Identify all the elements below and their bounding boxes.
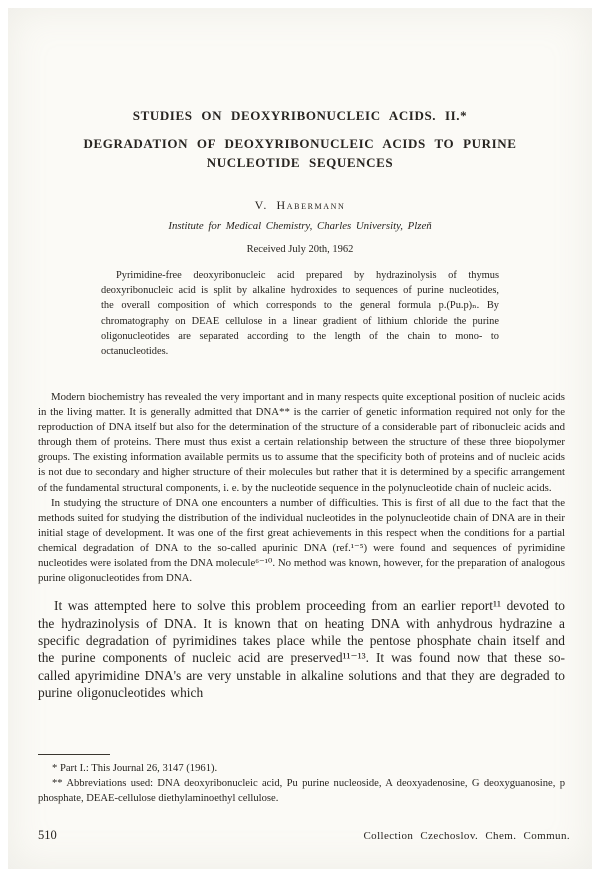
footnotes-section [38,754,565,806]
author-name: V. Habermann [254,198,346,212]
article-title-line-1: STUDIES ON DEOXYRIBONUCLEIC ACIDS. II.* [132,108,468,123]
article-title-line-2: DEGRADATION OF DEOXYRIBONUCLEIC ACIDS TO PURINE NUCLEOTIDE SEQUENCES [83,136,517,170]
footnote-2: ** Abbreviations used: DNA deoxyribonucleic acid, Pu purine nucleoside, A deoxyadenosine, G deoxyguanosine, p phosphate, DEAE-cellulose diethylaminoethyl cellulose. [38,778,565,804]
journal-name: Collection Czechoslov. Chem. Commun. [363,830,570,842]
body-paragraph-3: It was attempted here to solve this problem proceeding from an earlier report¹¹ devoted to the hydrazinolysis of DNA. It is known that on heating DNA with anhydrous hydrazine a specific degradation of pyrimidines takes place while the pentose phosphate chain itself and the purine components of nucleic acid are preserved¹¹⁻¹³. It was found now that these so-called apyrimidine DNA's are very unstable in alkaline solutions and that they are degraded to purine oligonucleotides which [38,598,565,701]
body-paragraph-1: Modern biochemistry has revealed the very important and in many respects quite exceptional position of nucleic acids in the living matter. It is generally admitted that DNA** is the carrier of genetic information required not only for the reproduction of DNA itself but also for the determination of the structure of a considerable part of ribonucleic acids and through them of proteins. There must thus exist a certain relationship between the structure of these three biopolymer groups. The existing information available permits us to assume that the specificity both of proteins and of nucleic acids is not due to secondary and higher structure of their molecules but rather that it is determined by a specific arrangement of the fundamental structural components, i. e. by the nucleotide sequence in the polynucleotide chain of nucleic acids. [38,391,565,494]
page-number: 510 [38,828,57,842]
scanned-paper-page [8,8,592,869]
footnote-divider-rule [38,754,110,755]
received-date: Received July 20th, 1962 [246,244,354,255]
footnote-1: * Part I.: This Journal 26, 3147 (1961). [52,763,218,774]
abstract-text: Pyrimidine-free deoxyribonucleic acid prepared by hydrazinolysis of thymus deoxyribonucleic acid is split by alkaline hydroxides to sequences of purine nucleotides, the overall composition of which corresponds to the general formula p.(Pu.p)ₙ. By chromatography on DEAE cellulose in a linear gradient of lithium chloride the purine oligonucleotides are separated according to the length of the chain to mono- to octanucleotides. [101,270,499,358]
author-affiliation: Institute for Medical Chemistry, Charles University, Plzeň [168,220,432,232]
page-footer [38,828,570,843]
body-paragraph-2: In studying the structure of DNA one encounters a number of difficulties. This is first of all due to the fact that the methods suited for studying the distribution of the individual nucleotides in the polynucleotide chain of DNA are in their initial stage of development. It was one of the first great achievements in this respect when the conditions for a partial chemical degradation of DNA to the so-called apurinic DNA (ref.¹⁻⁵) were found and sequences of pyrimidine nucleotides were isolated from the DNA molecule⁶⁻¹⁰. No method was known, however, for the preparation of analogous purine oligonucleotides from DNA. [38,496,565,585]
article-body [38,390,565,702]
